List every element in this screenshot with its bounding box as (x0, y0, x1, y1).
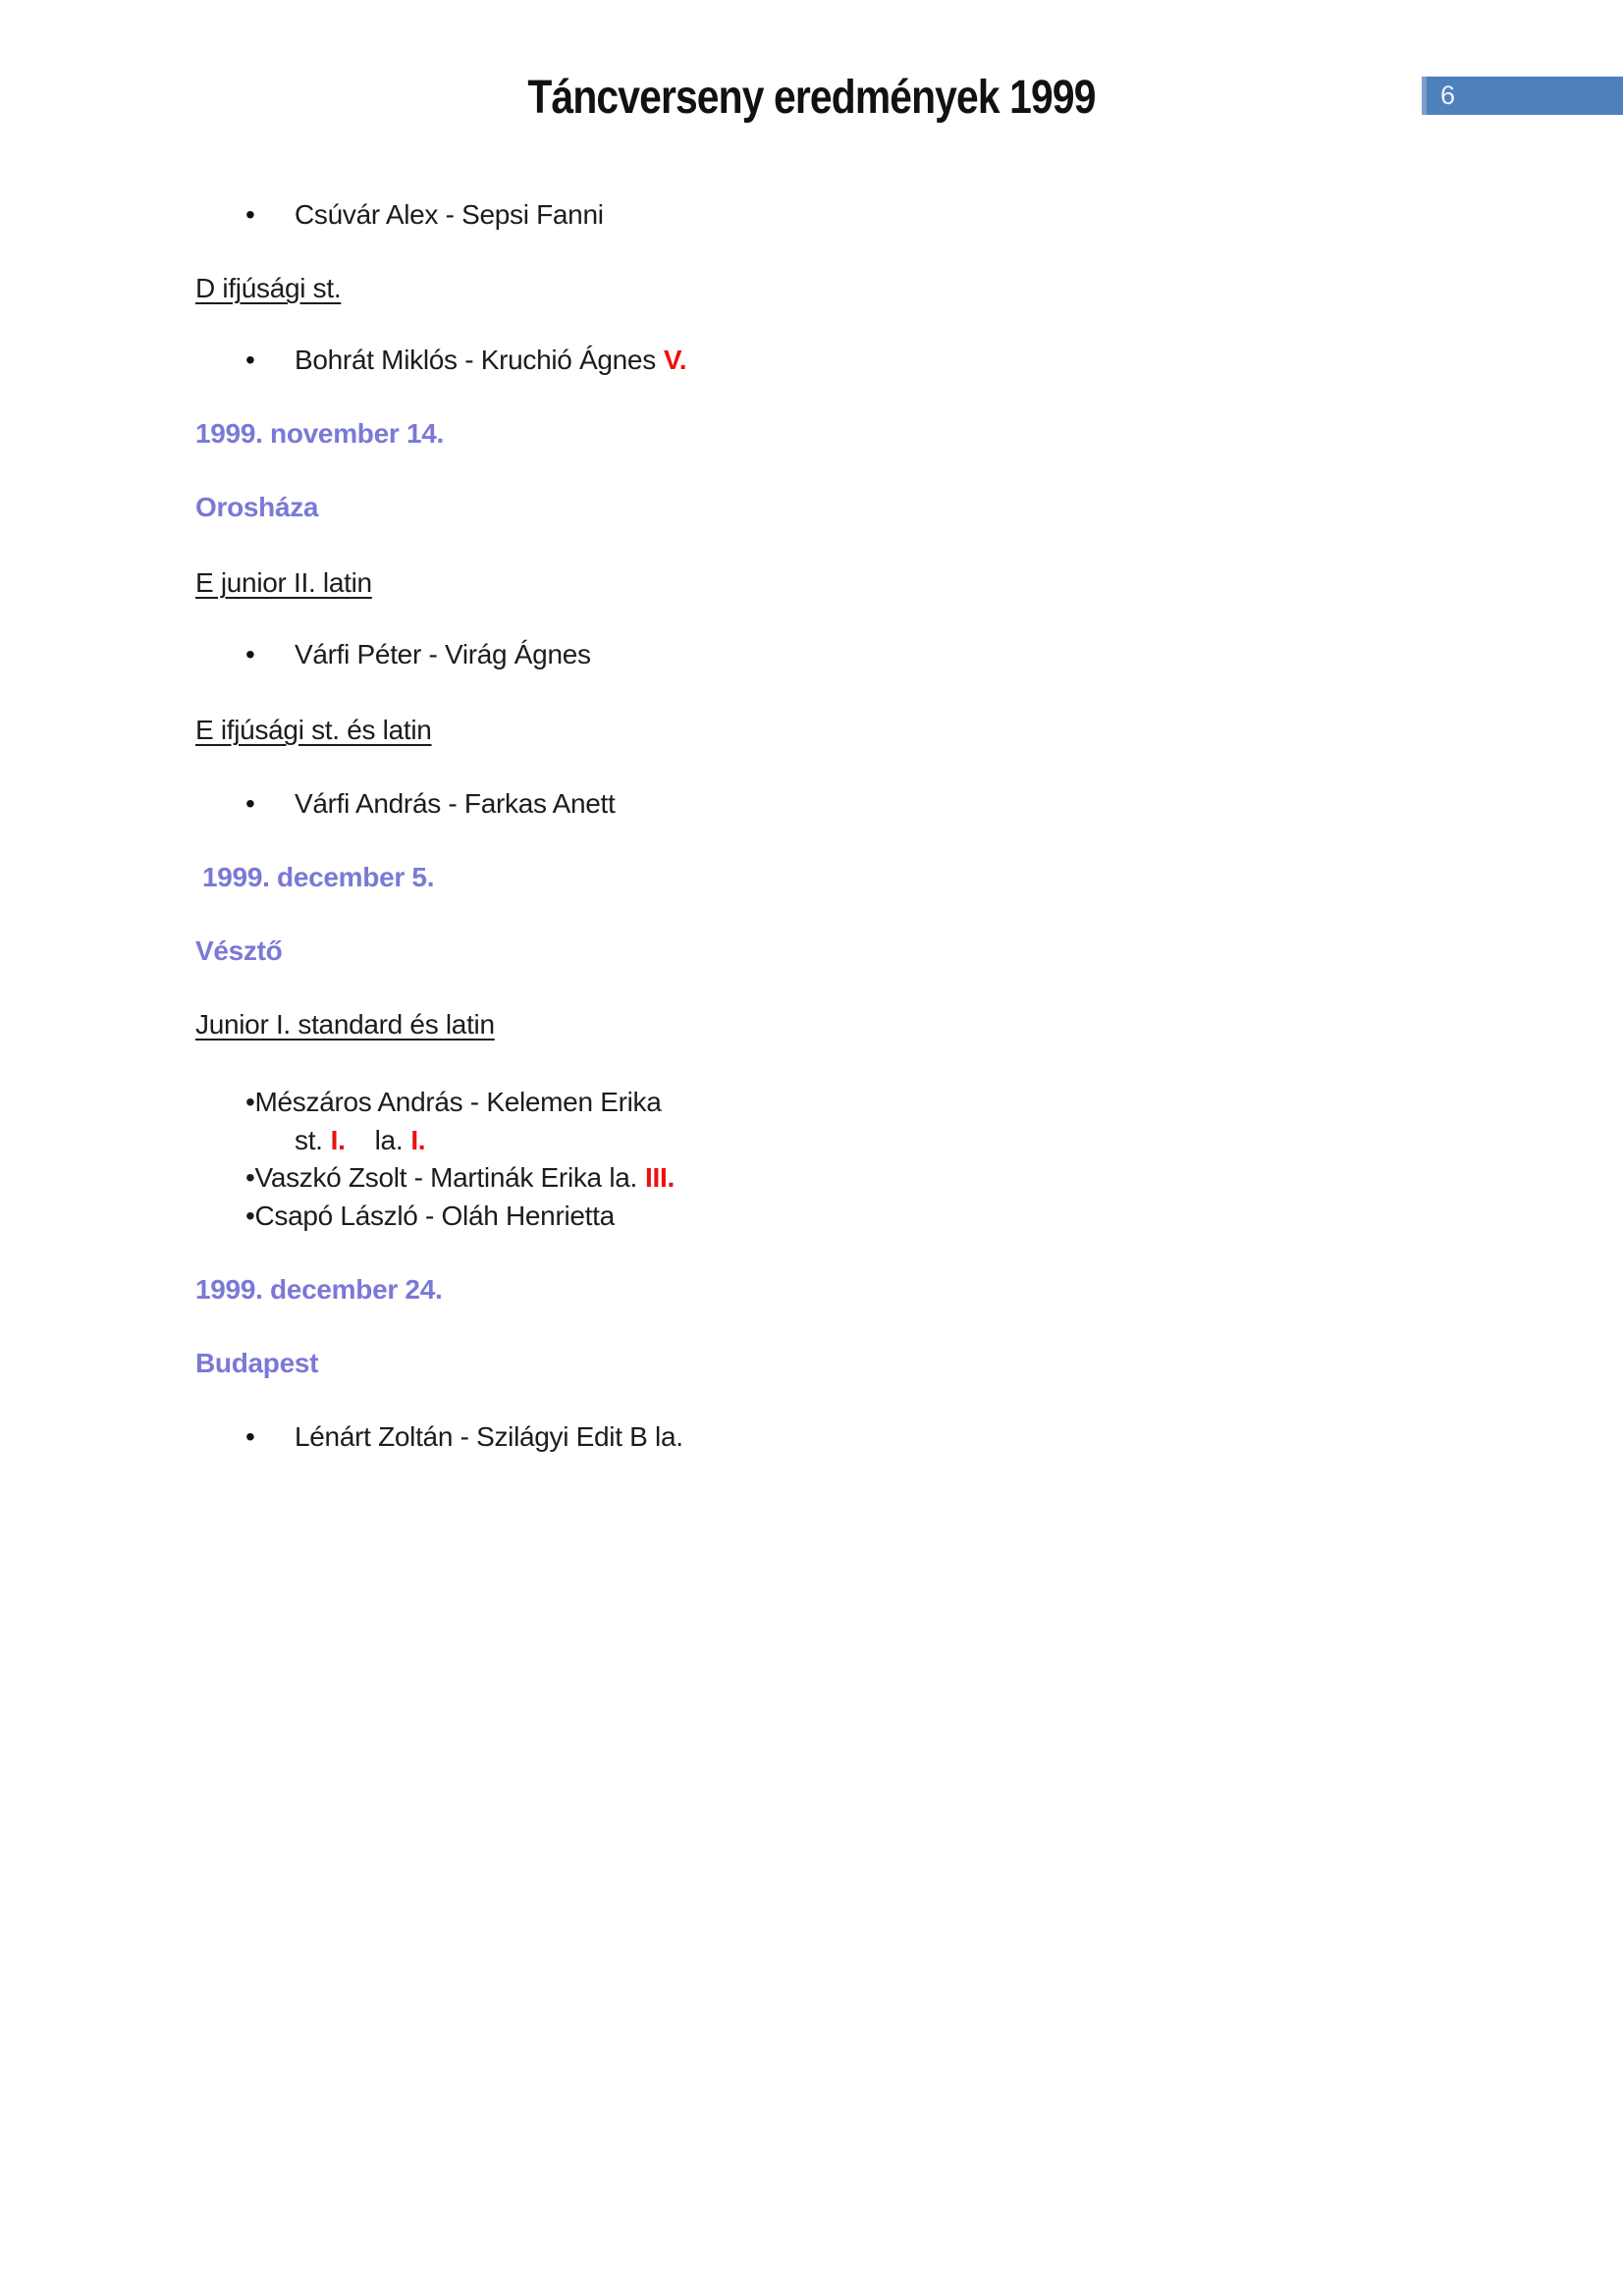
page-number-badge (1422, 77, 1623, 115)
placement-mark: I. (330, 1124, 346, 1155)
list-bullet-marker: • (245, 639, 255, 669)
result-item (245, 345, 686, 376)
list-bullet-marker: • (245, 1162, 255, 1193)
standard-label: st. (295, 1124, 323, 1155)
couple-name: Csúvár Alex - Sepsi Fanni (295, 199, 604, 230)
placement-mark: III. (645, 1162, 675, 1193)
couple-name: Lénárt Zoltán - Szilágyi Edit B la. (295, 1421, 683, 1452)
couple-name: Csapó László - Oláh Henrietta (254, 1200, 615, 1231)
category-heading: E ifjúsági st. és latin (195, 715, 432, 745)
result-item (245, 788, 616, 820)
list-bullet-marker: • (245, 788, 255, 819)
category-heading: D ifjúsági st. (195, 273, 342, 303)
couple-name: Bohrát Miklós - Kruchió Ágnes (295, 345, 656, 375)
result-placements (245, 1122, 675, 1160)
result-item (245, 1198, 675, 1236)
category-heading: E junior II. latin (195, 567, 372, 598)
couple-name: Várfi András - Farkas Anett (295, 788, 616, 819)
city-heading: Vésztő (195, 935, 283, 966)
result-item (245, 199, 604, 231)
category-heading: Junior I. standard és latin (195, 1009, 495, 1040)
page-title: Táncverseny eredmények 1999 (527, 72, 1096, 124)
list-bullet-marker: • (245, 1421, 255, 1452)
date-heading: 1999. december 5. (202, 862, 435, 892)
placement-mark: V. (663, 345, 687, 375)
page-number: 6 (1440, 80, 1456, 110)
results-list (245, 1084, 675, 1235)
couple-name: Várfi Péter - Virág Ágnes (295, 639, 591, 669)
city-heading: Orosháza (195, 492, 319, 522)
date-heading: 1999. december 24. (195, 1274, 443, 1305)
result-item (245, 1084, 675, 1122)
list-bullet-marker: • (245, 199, 255, 230)
result-item (245, 639, 591, 670)
city-heading: Budapest (195, 1348, 319, 1378)
result-item (245, 1421, 683, 1453)
couple-name: Vaszkó Zsolt - Martinák Erika la. (254, 1162, 637, 1193)
placement-mark: I. (410, 1124, 426, 1155)
couple-name: Mészáros András - Kelemen Erika (254, 1087, 662, 1117)
date-heading: 1999. november 14. (195, 418, 444, 449)
list-bullet-marker: • (245, 1200, 255, 1231)
list-bullet-marker: • (245, 1087, 255, 1117)
result-item (245, 1159, 675, 1198)
latin-label: la. (374, 1124, 404, 1155)
list-bullet-marker: • (245, 345, 255, 375)
